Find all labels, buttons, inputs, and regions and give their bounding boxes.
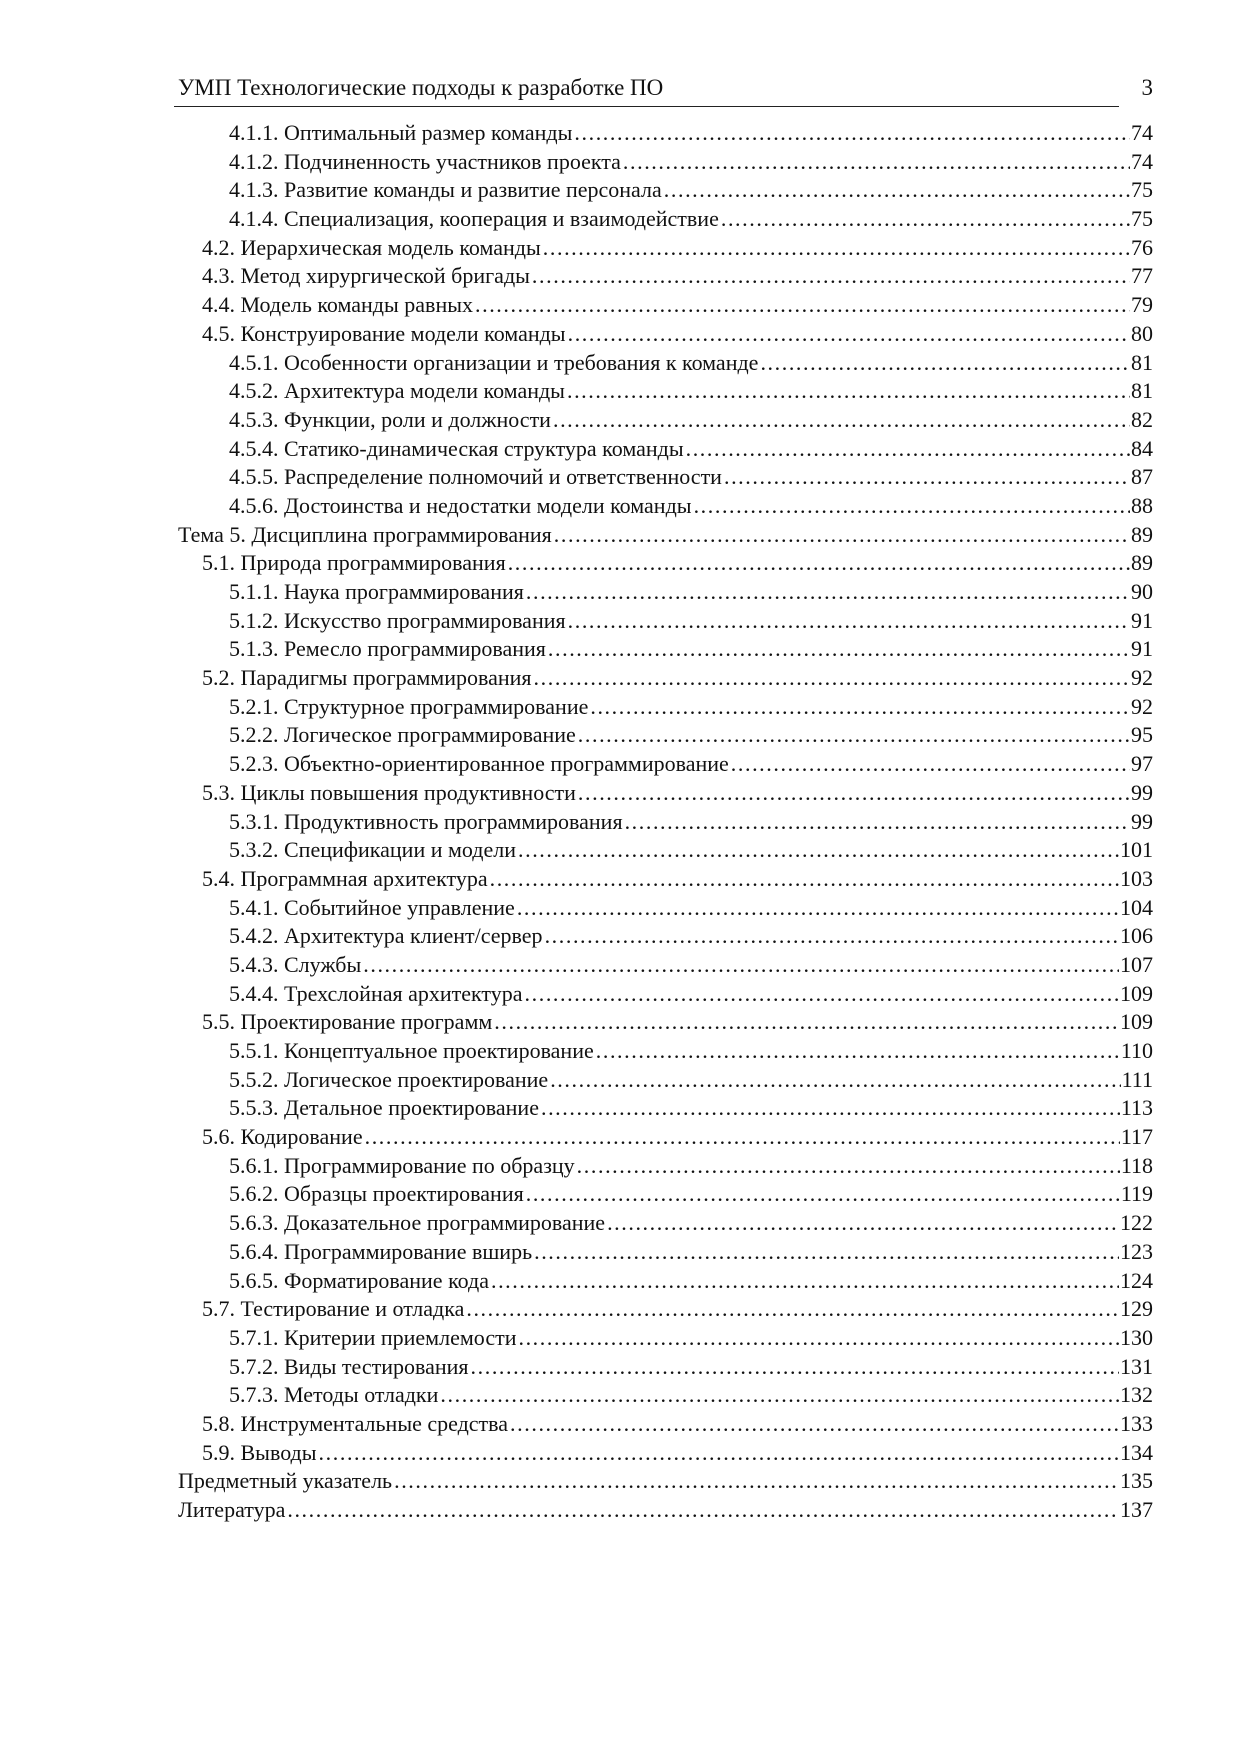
toc-entry[interactable]	[178, 750, 1153, 779]
toc-leader-dots	[518, 1324, 1119, 1353]
toc-entry-page: 81	[1131, 378, 1153, 404]
toc-entry[interactable]	[178, 1209, 1153, 1238]
toc-leader-dots	[534, 1238, 1119, 1267]
toc-entry[interactable]	[178, 635, 1153, 664]
toc-entry-title: 4.5. Конструирование модели команды	[202, 320, 566, 346]
toc-entry-title: 5.6.4. Программирование вширь	[229, 1238, 533, 1264]
toc-entry-title: 5.5.3. Детальное проектирование	[229, 1095, 539, 1121]
toc-leader-dots	[568, 320, 1130, 349]
toc-entry[interactable]	[178, 234, 1153, 263]
toc-entry-title: 5.5.1. Концептуальное проектирование	[229, 1038, 594, 1063]
toc-entry-page: 129	[1120, 1296, 1153, 1322]
toc-leader-dots	[553, 406, 1130, 435]
toc-entry-page: 89	[1131, 550, 1153, 576]
toc-entry-page: 75	[1131, 177, 1153, 203]
toc-entry[interactable]	[178, 836, 1153, 865]
toc-entry-title: 5.4.2. Архитектура клиент/сервер	[229, 923, 543, 949]
toc-entry[interactable]	[178, 578, 1153, 607]
toc-entry-title: 4.4. Модель команды равных	[202, 292, 473, 318]
toc-entry[interactable]	[178, 435, 1153, 464]
toc-entry-title: 4.1.3. Развитие команды и развитие персонала	[229, 177, 662, 203]
toc-entry[interactable]	[178, 1295, 1153, 1324]
toc-entry-page: 134	[1120, 1439, 1153, 1465]
toc-entry[interactable]	[178, 951, 1153, 980]
toc-leader-dots	[721, 205, 1130, 234]
toc-entry-title: 4.3. Метод хирургической бригады	[202, 263, 530, 289]
toc-entry-title: 5.2.2. Логическое программирование	[229, 722, 576, 748]
toc-entry[interactable]	[178, 808, 1153, 837]
toc-leader-dots	[287, 1496, 1119, 1525]
toc-entry-title: 5.5.2. Логическое проектирование	[229, 1066, 549, 1092]
toc-entry-title: 4.1.4. Специализация, кооперация и взаимодействие	[229, 206, 719, 232]
toc-entry-title: 4.2. Иерархическая модель команды	[202, 234, 541, 260]
toc-entry-page: 135	[1120, 1468, 1153, 1494]
page-number: 3	[1141, 75, 1153, 100]
toc-entry[interactable]	[178, 779, 1153, 808]
toc-entry-title: 5.2.1. Структурное программирование	[229, 693, 589, 719]
toc-entry-title: 4.5.2. Архитектура модели команды	[229, 378, 565, 404]
toc-entry-page: 91	[1131, 636, 1153, 662]
toc-entry-title: 5.6.3. Доказательное программирование	[229, 1210, 606, 1236]
toc-leader-dots	[526, 1180, 1120, 1209]
toc-leader-dots	[578, 721, 1130, 750]
toc-entry-page: 137	[1120, 1497, 1153, 1522]
toc-entry-page: 76	[1131, 234, 1153, 260]
toc-entry[interactable]	[178, 1496, 1153, 1525]
toc-leader-dots	[525, 980, 1119, 1009]
toc-entry[interactable]	[178, 1467, 1153, 1496]
toc-entry[interactable]	[178, 1180, 1153, 1209]
toc-entry-title: 5.7.1. Критерии приемлемости	[229, 1324, 517, 1350]
toc-entry-page: 103	[1120, 865, 1153, 891]
toc-leader-dots	[731, 750, 1130, 779]
toc-entry[interactable]	[178, 377, 1153, 406]
toc-leader-dots	[518, 836, 1119, 865]
toc-leader-dots	[694, 492, 1130, 521]
toc-entry[interactable]	[178, 1238, 1153, 1267]
toc-leader-dots	[623, 148, 1130, 177]
toc-entry-title: 5.9. Выводы	[202, 1439, 317, 1465]
toc-entry[interactable]	[178, 1094, 1153, 1123]
toc-entry-page: 89	[1131, 521, 1153, 547]
toc-leader-dots	[440, 1381, 1119, 1410]
toc-entry-page: 109	[1120, 980, 1153, 1006]
toc-entry[interactable]	[178, 1037, 1153, 1066]
toc-entry-page: 123	[1120, 1238, 1153, 1264]
toc-entry-page: 119	[1120, 1181, 1153, 1207]
toc-entry-title: 5.3. Циклы повышения продуктивности	[202, 779, 576, 805]
toc-leader-dots	[541, 1094, 1120, 1123]
toc-entry-title: 5.2. Парадигмы программирования	[202, 665, 532, 691]
toc-leader-dots	[517, 894, 1119, 923]
toc-entry-page: 131	[1120, 1353, 1153, 1379]
toc-entry-page: 74	[1131, 120, 1153, 145]
toc-entry-title: 5.8. Инструментальные средства	[202, 1410, 509, 1436]
toc-leader-dots	[686, 435, 1130, 464]
toc-entry-title: 4.5.3. Функции, роли и должности	[229, 406, 551, 432]
toc-entry[interactable]	[178, 549, 1153, 578]
toc-entry-page: 118	[1120, 1152, 1153, 1178]
toc-entry[interactable]	[178, 406, 1153, 435]
toc-entry-title: Литература	[178, 1497, 286, 1522]
toc-entry-page: 117	[1120, 1124, 1153, 1150]
toc-leader-dots	[365, 1123, 1120, 1152]
toc-leader-dots	[471, 1353, 1119, 1382]
toc-entry-page: 122	[1120, 1210, 1153, 1236]
toc-leader-dots	[567, 377, 1130, 406]
toc-entry-page: 109	[1120, 1009, 1153, 1035]
toc-leader-dots	[494, 1008, 1119, 1037]
toc-entry[interactable]	[178, 894, 1153, 923]
toc-entry-page: 104	[1120, 894, 1153, 920]
toc-entry-title: 4.5.1. Особенности организации и требования к команде	[229, 349, 759, 375]
page-header	[178, 72, 1153, 104]
toc-entry-title: 5.4.4. Трехслойная архитектура	[229, 980, 523, 1006]
toc-leader-dots	[543, 234, 1130, 263]
toc-entry-page: 124	[1120, 1267, 1153, 1293]
toc-entry-page: 130	[1120, 1324, 1153, 1350]
toc-entry-page: 97	[1131, 751, 1153, 777]
toc-entry-title: 5.1.2. Искусство программирования	[229, 607, 566, 633]
toc-entry-title: 5.4.1. Событийное управление	[229, 894, 515, 920]
table-of-contents	[178, 119, 1153, 1525]
toc-entry[interactable]	[178, 1008, 1153, 1037]
toc-entry-page: 87	[1131, 464, 1153, 490]
toc-entry[interactable]	[178, 1324, 1153, 1353]
toc-leader-dots	[596, 1037, 1120, 1066]
toc-leader-dots	[363, 951, 1119, 980]
toc-entry-page: 82	[1131, 406, 1153, 432]
toc-entry-page: 80	[1131, 320, 1153, 346]
toc-leader-dots	[319, 1439, 1119, 1468]
toc-leader-dots	[760, 349, 1130, 378]
toc-leader-dots	[466, 1295, 1119, 1324]
toc-entry-page: 77	[1131, 263, 1153, 289]
toc-entry-page: 132	[1120, 1382, 1153, 1408]
toc-entry[interactable]	[178, 1381, 1153, 1410]
toc-entry[interactable]	[178, 664, 1153, 693]
toc-entry[interactable]	[178, 148, 1153, 177]
toc-entry-page: 107	[1120, 951, 1153, 977]
toc-entry-title: 5.7.3. Методы отладки	[229, 1382, 439, 1408]
toc-entry-page: 101	[1120, 837, 1153, 863]
toc-leader-dots	[532, 262, 1130, 291]
toc-leader-dots	[475, 291, 1130, 320]
toc-entry-title: 5.4.3. Службы	[229, 951, 362, 977]
toc-leader-dots	[625, 808, 1130, 837]
toc-entry-page: 110	[1120, 1038, 1153, 1063]
toc-entry[interactable]	[178, 607, 1153, 636]
toc-entry[interactable]	[178, 922, 1153, 951]
toc-leader-dots	[568, 607, 1130, 636]
toc-entry[interactable]	[178, 119, 1153, 148]
toc-entry-title: Предметный указатель	[178, 1468, 393, 1494]
toc-entry-title: 5.6.1. Программирование по образцу	[229, 1152, 575, 1178]
toc-entry-title: 5.7.2. Виды тестирования	[229, 1353, 469, 1379]
toc-entry-page: 74	[1131, 148, 1153, 174]
toc-entry[interactable]	[178, 693, 1153, 722]
toc-entry-page: 81	[1131, 349, 1153, 375]
toc-entry-title: Тема 5. Дисциплина программирования	[178, 521, 552, 547]
toc-entry-title: 5.7. Тестирование и отладка	[202, 1296, 465, 1322]
toc-leader-dots	[590, 693, 1130, 722]
toc-entry[interactable]	[178, 492, 1153, 521]
toc-entry-title: 5.6.2. Образцы проектирования	[229, 1181, 524, 1207]
toc-entry[interactable]	[178, 320, 1153, 349]
toc-entry-page: 88	[1131, 492, 1153, 518]
header-divider	[174, 106, 1119, 107]
toc-entry-page: 111	[1121, 1066, 1153, 1092]
toc-entry[interactable]	[178, 176, 1153, 205]
toc-leader-dots	[578, 779, 1130, 808]
toc-leader-dots	[607, 1209, 1119, 1238]
toc-leader-dots	[490, 865, 1119, 894]
toc-entry-page: 99	[1131, 808, 1153, 834]
toc-leader-dots	[508, 549, 1130, 578]
toc-entry[interactable]	[178, 521, 1153, 550]
toc-leader-dots	[526, 578, 1130, 607]
toc-entry[interactable]	[178, 1267, 1153, 1296]
toc-leader-dots	[724, 463, 1130, 492]
toc-entry-title: 5.1.3. Ремесло программирования	[229, 636, 546, 662]
toc-leader-dots	[510, 1410, 1119, 1439]
toc-leader-dots	[550, 1066, 1120, 1095]
toc-entry-title: 4.1.2. Подчиненность участников проекта	[229, 148, 621, 174]
toc-entry-title: 4.1.1. Оптимальный размер команды	[229, 120, 573, 145]
toc-entry-page: 113	[1120, 1095, 1153, 1121]
toc-entry-page: 99	[1131, 779, 1153, 805]
toc-entry-title: 5.6.5. Форматирование кода	[229, 1267, 489, 1293]
toc-entry[interactable]	[178, 349, 1153, 378]
toc-entry[interactable]	[178, 262, 1153, 291]
toc-entry-title: 5.6. Кодирование	[202, 1124, 363, 1150]
toc-entry-page: 91	[1131, 607, 1153, 633]
toc-entry[interactable]	[178, 205, 1153, 234]
toc-entry[interactable]	[178, 1066, 1153, 1095]
toc-leader-dots	[577, 1152, 1120, 1181]
toc-leader-dots	[545, 922, 1119, 951]
toc-entry-title: 5.3.1. Продуктивность программирования	[229, 808, 623, 834]
toc-entry[interactable]	[178, 463, 1153, 492]
toc-entry-title: 4.5.5. Распределение полномочий и ответственности	[229, 464, 722, 490]
toc-leader-dots	[574, 119, 1130, 148]
toc-leader-dots	[548, 635, 1130, 664]
toc-entry-title: 5.2.3. Объектно-ориентированное программирование	[229, 751, 729, 777]
toc-entry-page: 92	[1131, 693, 1153, 719]
toc-entry[interactable]	[178, 721, 1153, 750]
toc-leader-dots	[394, 1467, 1119, 1496]
toc-leader-dots	[664, 176, 1130, 205]
toc-entry-page: 106	[1120, 923, 1153, 949]
toc-entry-title: 5.3.2. Спецификации и модели	[229, 837, 516, 863]
toc-entry-page: 79	[1131, 292, 1153, 318]
toc-entry[interactable]	[178, 1123, 1153, 1152]
toc-entry-title: 5.5. Проектирование программ	[202, 1009, 493, 1035]
toc-entry-title: 5.4. Программная архитектура	[202, 865, 488, 891]
toc-entry-title: 5.1.1. Наука программирования	[229, 579, 524, 604]
toc-entry-title: 4.5.4. Статико-динамическая структура команды	[229, 435, 684, 461]
toc-entry[interactable]	[178, 1410, 1153, 1439]
toc-leader-dots	[534, 664, 1130, 693]
toc-entry[interactable]	[178, 865, 1153, 894]
toc-leader-dots	[554, 521, 1130, 550]
toc-entry-page: 75	[1131, 206, 1153, 232]
toc-entry[interactable]	[178, 1152, 1153, 1181]
toc-entry-title: 4.5.6. Достоинства и недостатки модели команды	[229, 492, 692, 518]
toc-entry-page: 95	[1131, 722, 1153, 748]
document-title: УМП Технологические подходы к разработке ПО	[178, 75, 664, 100]
toc-entry[interactable]	[178, 1439, 1153, 1468]
toc-entry-page: 92	[1131, 665, 1153, 691]
toc-entry[interactable]	[178, 291, 1153, 320]
toc-entry-page: 133	[1120, 1410, 1153, 1436]
toc-entry-title: 5.1. Природа программирования	[202, 550, 506, 576]
toc-entry[interactable]	[178, 1353, 1153, 1382]
toc-entry[interactable]	[178, 980, 1153, 1009]
toc-leader-dots	[491, 1267, 1119, 1296]
toc-entry-page: 84	[1131, 435, 1153, 461]
toc-entry-page: 90	[1131, 579, 1153, 604]
